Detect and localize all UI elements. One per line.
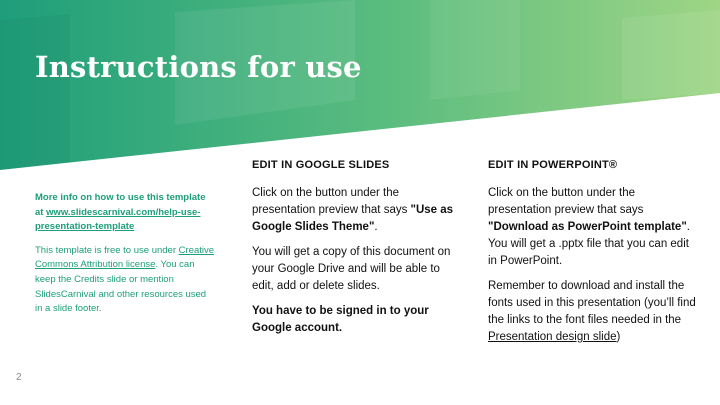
slide-title: Instructions for use bbox=[35, 50, 362, 84]
header-banner bbox=[0, 0, 720, 175]
google-p1-prefix: Click on the button under the presentation preview that says bbox=[252, 187, 411, 216]
banner-shape bbox=[0, 0, 720, 170]
powerpoint-instruction-2 bbox=[488, 278, 698, 346]
google-p1-bold: "Use as Google Slides Theme" bbox=[252, 204, 454, 233]
banner-stripe bbox=[0, 14, 70, 170]
google-signin-note: You have to be signed in to your Google account. bbox=[252, 305, 429, 334]
powerpoint-instruction-1 bbox=[488, 185, 698, 270]
page-number: 2 bbox=[16, 372, 22, 383]
google-instruction-2: You will get a copy of this document on your Google Drive and will be able to edit, add or delete slides. bbox=[252, 246, 451, 292]
license-suffix: . You can keep the Credits slide or mention SlidesCarnival and other resources used in a slide footer. bbox=[35, 259, 207, 315]
license-text bbox=[35, 244, 215, 317]
ppt-p1-suffix: . You will get a .pptx file that you can edit in PowerPoint. bbox=[488, 221, 690, 267]
sidebar-info bbox=[35, 191, 215, 317]
license-prefix: This template is free to use under bbox=[35, 244, 179, 256]
google-p1-suffix: . bbox=[374, 221, 378, 233]
more-info-text bbox=[35, 191, 215, 235]
help-link[interactable]: www.slidescarnival.com/help-use-presentation-template bbox=[35, 206, 201, 233]
banner-stripe bbox=[430, 0, 520, 100]
more-info-label: More info on how to use this template at bbox=[35, 192, 206, 218]
ppt-p1-prefix: Click on the button under the presentation preview that says bbox=[488, 187, 644, 216]
powerpoint-heading: EDIT IN POWERPOINT® bbox=[488, 159, 618, 171]
powerpoint-column bbox=[488, 157, 698, 354]
google-slides-heading: EDIT IN GOOGLE SLIDES bbox=[252, 159, 390, 171]
ppt-p1-bold: "Download as PowerPoint template" bbox=[488, 221, 687, 233]
google-slides-column bbox=[252, 157, 457, 345]
banner-stripe bbox=[622, 10, 720, 100]
ppt-p2-prefix: Remember to download and install the fonts used in this presentation (you’ll find the links to the font files needed in the bbox=[488, 280, 696, 326]
ppt-p2-suffix: ) bbox=[616, 331, 621, 343]
license-link[interactable]: Creative Commons Attribution license bbox=[35, 244, 215, 271]
presentation-design-link[interactable]: Presentation design slide bbox=[488, 331, 617, 343]
google-instruction-1 bbox=[252, 185, 457, 236]
google-instruction-3 bbox=[252, 303, 457, 337]
